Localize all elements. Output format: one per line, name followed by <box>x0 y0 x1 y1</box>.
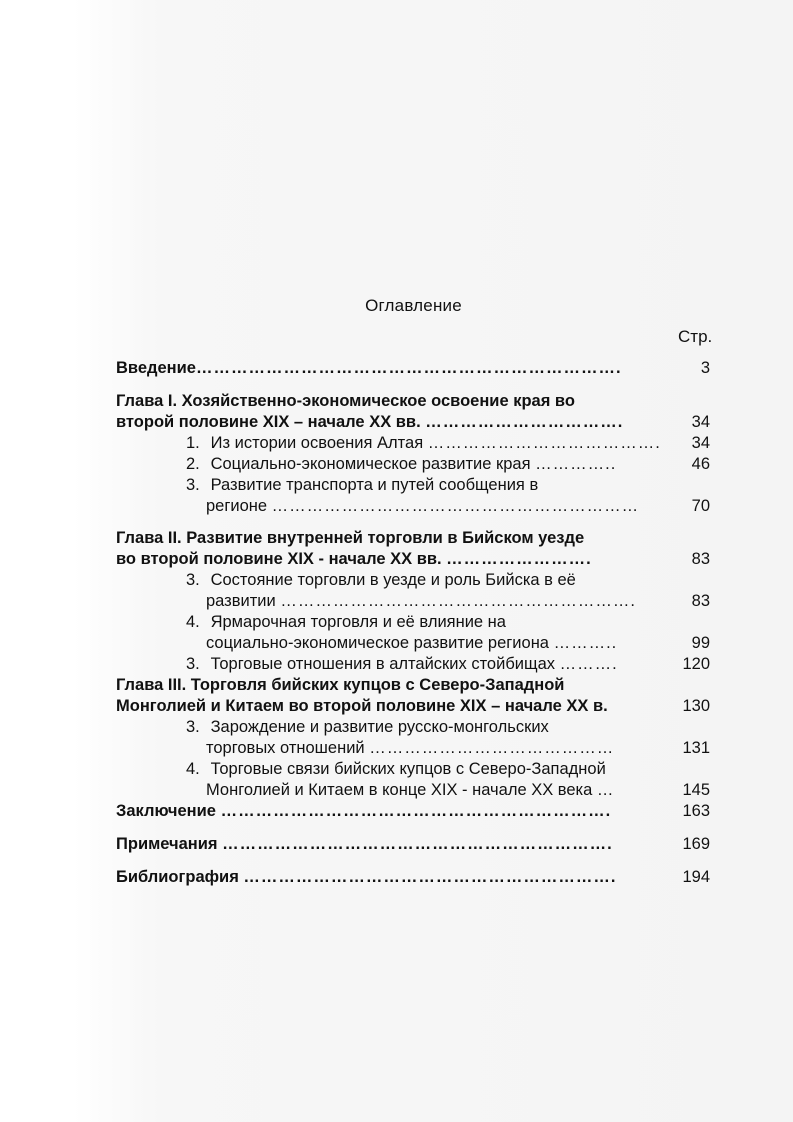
toc-entry-section-3-2-line1[interactable] <box>116 759 716 780</box>
toc-entry-section-1-3-line2[interactable] <box>116 496 716 517</box>
entry-title: Из истории освоения Алтая <box>210 434 424 452</box>
toc-entry-chapter-2-line1[interactable] <box>116 528 716 549</box>
entry-title: Торговые связи бийских купцов с Северо-Западной <box>210 760 606 778</box>
leader-dots: …………………………………………………………. <box>220 802 612 820</box>
section-number: 3. <box>186 718 200 736</box>
toc-entry-section-3-1-line1[interactable] <box>116 717 716 738</box>
toc-entry-chapter-2-line2[interactable] <box>116 549 716 570</box>
entry-title: Социально-экономическое развитие края <box>210 455 531 473</box>
entry-title: социально-экономическое развитие региона <box>206 634 549 652</box>
entry-title: Заключение <box>116 802 216 820</box>
entry-title: развитии <box>206 592 276 610</box>
leader-dots: …………………………………… <box>369 739 615 757</box>
toc-entry-conclusion[interactable] <box>116 801 716 822</box>
entry-title: во второй половине XIX - начале XX вв. <box>116 550 442 568</box>
entry-title: второй половине XIX – начале XX вв. <box>116 413 421 431</box>
toc-entry-section-2-3-line2[interactable] <box>116 591 716 612</box>
entry-title: Примечания <box>116 835 218 853</box>
section-number: 2. <box>186 455 200 473</box>
page-number: 131 <box>682 739 710 757</box>
entry-title: Глава I. Хозяйственно-экономическое освоение края во <box>116 392 575 410</box>
toc-entry-section-3-1-line2[interactable] <box>116 738 716 759</box>
toc-entry-chapter-1-line2[interactable] <box>116 412 716 433</box>
toc-entry-chapter-3-line1[interactable] <box>116 675 716 696</box>
entry-title: Зарождение и развитие русско-монгольских <box>210 718 549 736</box>
page-number: 34 <box>691 413 710 431</box>
leader-dots: ……………………………………………………. <box>280 592 636 610</box>
toc-entry-section-2-4-line2[interactable] <box>116 633 716 654</box>
leader-dots: … <box>596 781 615 799</box>
page-number: 99 <box>691 634 710 652</box>
entry-title: торговых отношений <box>206 739 365 757</box>
leader-dots: ……………………………. <box>425 413 624 431</box>
page-title: Оглавление <box>365 296 462 315</box>
page-number: 3 <box>700 359 710 377</box>
entry-title: Состояние торговли в уезде и роль Бийска в её <box>210 571 576 589</box>
toc-entry-bibliography[interactable] <box>116 867 716 888</box>
page-number: 169 <box>682 835 710 853</box>
toc-entry-section-3-2-line2[interactable] <box>116 780 716 801</box>
entry-title: Введение <box>116 359 196 377</box>
section-number: 3. <box>186 571 200 589</box>
page-number: 83 <box>691 550 710 568</box>
entry-title: Глава II. Развитие внутренней торговли в Бийском уезде <box>116 529 585 547</box>
toc-entry-introduction[interactable] <box>116 358 716 379</box>
entry-title: Библиография <box>116 868 239 886</box>
section-number: 1. <box>186 434 200 452</box>
entry-title: Глава III. Торговля бийских купцов с Северо-Западной <box>116 676 565 694</box>
toc-entry-section-2-5[interactable] <box>116 654 716 675</box>
leader-dots: ………………………………………………………. <box>243 868 617 886</box>
toc-entry-section-1-2[interactable] <box>116 454 716 475</box>
leader-dots: ………. <box>559 655 618 673</box>
leader-dots: ……………………. <box>446 550 592 568</box>
page-number: 83 <box>691 592 710 610</box>
entry-title: Монголией и Китаем в конце XIX - начале XX века <box>206 781 593 799</box>
page-number: 34 <box>691 434 710 452</box>
page-column-header: Стр. <box>678 327 713 346</box>
entry-title: Развитие транспорта и путей сообщения в <box>210 476 539 494</box>
toc-entry-section-1-3-line1[interactable] <box>116 475 716 496</box>
toc-entry-chapter-1-line1[interactable] <box>116 391 716 412</box>
entry-title: Монголией и Китаем во второй половине XIX – начале XX в. <box>116 697 608 715</box>
leader-dots: ………….. <box>535 455 617 473</box>
page-number: 145 <box>682 781 710 799</box>
page-number: 70 <box>691 497 710 515</box>
toc-entry-section-2-3-line1[interactable] <box>116 570 716 591</box>
leader-dots: …………………………………………………………. <box>222 835 613 853</box>
leader-dots: ………………………………………………………………. <box>195 359 622 377</box>
section-number: 4. <box>186 760 200 778</box>
page-number: 120 <box>682 655 710 673</box>
table-of-contents <box>116 358 716 888</box>
page-number: 163 <box>682 802 710 820</box>
page-number: 130 <box>682 697 710 715</box>
entry-title: Ярмарочная торговля и её влияние на <box>210 613 506 631</box>
leader-dots: …………………………………. <box>427 434 661 452</box>
leader-dots: ……….. <box>553 634 618 652</box>
page-number: 194 <box>682 868 710 886</box>
page-number: 46 <box>691 455 710 473</box>
toc-entry-section-1-1[interactable] <box>116 433 716 454</box>
leader-dots: ……………………………………………………… <box>271 497 640 515</box>
entry-title: Торговые отношения в алтайских стойбищах <box>210 655 555 673</box>
toc-entry-section-2-4-line1[interactable] <box>116 612 716 633</box>
section-number: 4. <box>186 613 200 631</box>
toc-entry-notes[interactable] <box>116 834 716 855</box>
toc-entry-chapter-3-line2[interactable] <box>116 696 716 717</box>
entry-title: регионе <box>206 497 268 515</box>
section-number: 3. <box>186 476 200 494</box>
section-number: 3. <box>186 655 200 673</box>
